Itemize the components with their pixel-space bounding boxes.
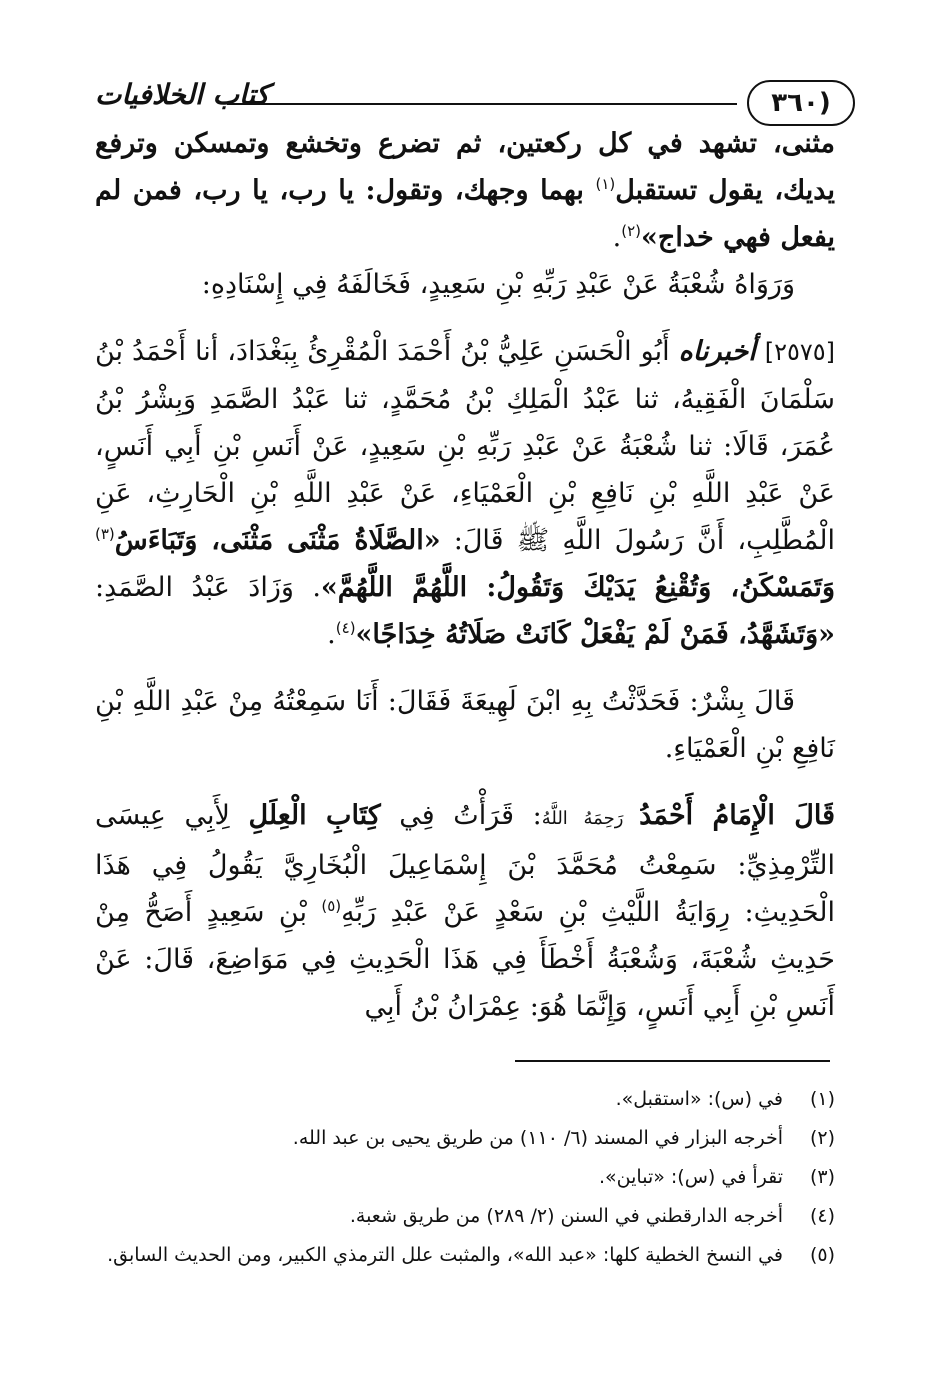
footnote-text: في (س): «استقبل». <box>615 1088 783 1110</box>
punctuation: . <box>612 222 622 253</box>
hadith-text: تستقبل <box>615 175 698 206</box>
punctuation: . <box>327 619 336 650</box>
footnote-number: (٣) <box>809 1166 835 1188</box>
footnote-separator <box>515 1060 830 1062</box>
footnote-item <box>95 1080 835 1119</box>
footnotes <box>95 1080 835 1275</box>
hadith-text: مثنى، تشهد في كل ركعتين، ثم تضرع وتخشع وتمسكن وترفع يديك، يقول <box>95 128 835 206</box>
commentary-text: : قَرَأْتُ فِي <box>380 800 542 831</box>
paragraph-3 <box>95 328 835 658</box>
book-title: كتاب الخلافيات <box>95 78 270 111</box>
commentary-text: بْنِ سَعِيدٍ أَصَحُّ مِنْ حَدِيثِ شُعْبَةَ، وَشُعْبَةُ أَخْطَأَ فِي هَذَا الْحَدِيثِ فِي مَوَاضِعَ، قَالَ: عَنْ أَنَسِ بْنِ أَبِي أَنَسٍ، وَإِنَّمَا هُوَ: عِمْرَانُ بْنُ أَبِي <box>95 897 835 1022</box>
page-number: (٣٦٠ <box>747 80 855 126</box>
hadith-number: [٢٥٧٥] <box>764 338 835 366</box>
footnote-item <box>95 1158 835 1197</box>
footnote-number: (٥) <box>809 1244 835 1266</box>
main-text <box>95 120 835 1030</box>
footnote-text: أخرجه البزار في المسند (٦/ ١١٠) من طريق يحيى بن عبد الله. <box>292 1127 783 1149</box>
footnote-marker-4: (٤) <box>335 619 356 637</box>
footnote-item <box>95 1197 835 1236</box>
footnote-item <box>95 1119 835 1158</box>
narration-text: . وَزَادَ عَبْدُ الصَّمَدِ: <box>95 572 321 603</box>
honorific: رَحِمَهُ اللَّهُ <box>541 808 640 829</box>
footnote-marker-1: (١) <box>595 175 616 193</box>
paragraph-2: وَرَوَاهُ شُعْبَةُ عَنْ عَبْدِ رَبِّهِ بْنِ سَعِيدٍ، فَخَالَفَهُ فِي إِسْنَادِهِ: <box>201 269 795 300</box>
paragraph-1 <box>95 120 835 261</box>
hadith-text: «الصَّلَاةُ مَثْنَى مَثْنَى، وَتَبَاءَسُ <box>114 525 441 556</box>
footnote-text: تقرأ في (س): «تباين». <box>599 1166 783 1188</box>
paragraph-4: قَالَ بِشْرٌ: فَحَدَّثْتُ بِهِ ابْنَ لَهِيعَةَ فَقَالَ: أَنَا سَمِعْتُهُ مِنْ عَبْدِ اللَّهِ بْنِ نَافِعِ بْنِ الْعَمْيَاءِ. <box>95 686 835 764</box>
footnote-text: أخرجه الدارقطني في السنن (٢/ ٢٨٩) من طريق شعبة. <box>349 1205 783 1227</box>
imam-ahmad-heading: قَالَ الْإِمَامُ أَحْمَدُ <box>639 800 836 831</box>
header-rule <box>227 103 737 105</box>
footnote-text: في النسخ الخطية كلها: «عبد الله»، والمثبت علل الترمذي الكبير، ومن الحديث السابق. <box>107 1244 783 1266</box>
hadith-text: بهما وجهك، وتقول: يا رب، يا رب، فمن لم يفعل فهي خداج» <box>95 175 835 253</box>
akhbarana-word: أخبرناه <box>678 336 756 367</box>
paragraph-5 <box>95 792 835 1030</box>
hadith-text: «وَتَشَهَّدُ، فَمَنْ لَمْ يَفْعَلْ كَانَتْ صَلَاتُهُ خِدَاجًا» <box>355 619 835 650</box>
footnote-number: (٢) <box>809 1127 835 1149</box>
footnote-item <box>95 1236 835 1275</box>
footnote-number: (٤) <box>809 1205 835 1227</box>
hadith-text: وَتَمَسْكَنُ، وَتُقْنِعُ يَدَيْكَ وَتَقُولُ: اللَّهُمَّ اللَّهُمَّ» <box>320 572 835 603</box>
commentary-text: لِأَبِي عِيسَى التِّرْمِذِيِّ: سَمِعْتُ مُحَمَّدَ بْنَ إِسْمَاعِيلَ الْبُخَارِيَّ يَقُولُ فِي هَذَا الْحَدِيثِ: رِوَايَةُ اللَّيْثِ بْنِ سَعْدٍ عَنْ عَبْدِ رَبِّهِ <box>95 800 835 928</box>
footnote-marker-5: (٥) <box>321 897 342 915</box>
book-name: كِتَابِ الْعِلَلِ <box>248 800 381 831</box>
footnote-number: (١) <box>809 1088 835 1110</box>
footnote-marker-3: (٣) <box>95 525 115 543</box>
isnad-text: أَبُو الْحَسَنِ عَلِيُّ بْنُ أَحْمَدَ الْمُقْرِئُ بِبَغْدَادَ، أنا أَحْمَدُ بْنُ سَلْمَانَ الْفَقِيهُ، ثنا عَبْدُ الْمَلِكِ بْنُ مُحَمَّدٍ، ثنا عَبْدُ الصَّمَدِ وَبِشْرُ بْنُ عُمَرَ، قَالَا: ثنا شُعْبَةُ عَنْ عَبْدِ رَبِّهِ بْنِ سَعِيدٍ، عَنْ أَنَسِ بْنِ أَبِي أَنَسٍ، عَنْ عَبْدِ اللَّهِ بْنِ نَافِعِ بْنِ الْعَمْيَاءِ، عَنْ عَبْدِ اللَّهِ بْنِ الْحَارِثِ، عَنِ الْمُطَّلِبِ، أَنَّ رَسُولَ اللَّهِ ﷺ قَالَ: <box>95 336 836 556</box>
footnote-marker-2: (٢) <box>621 222 642 240</box>
